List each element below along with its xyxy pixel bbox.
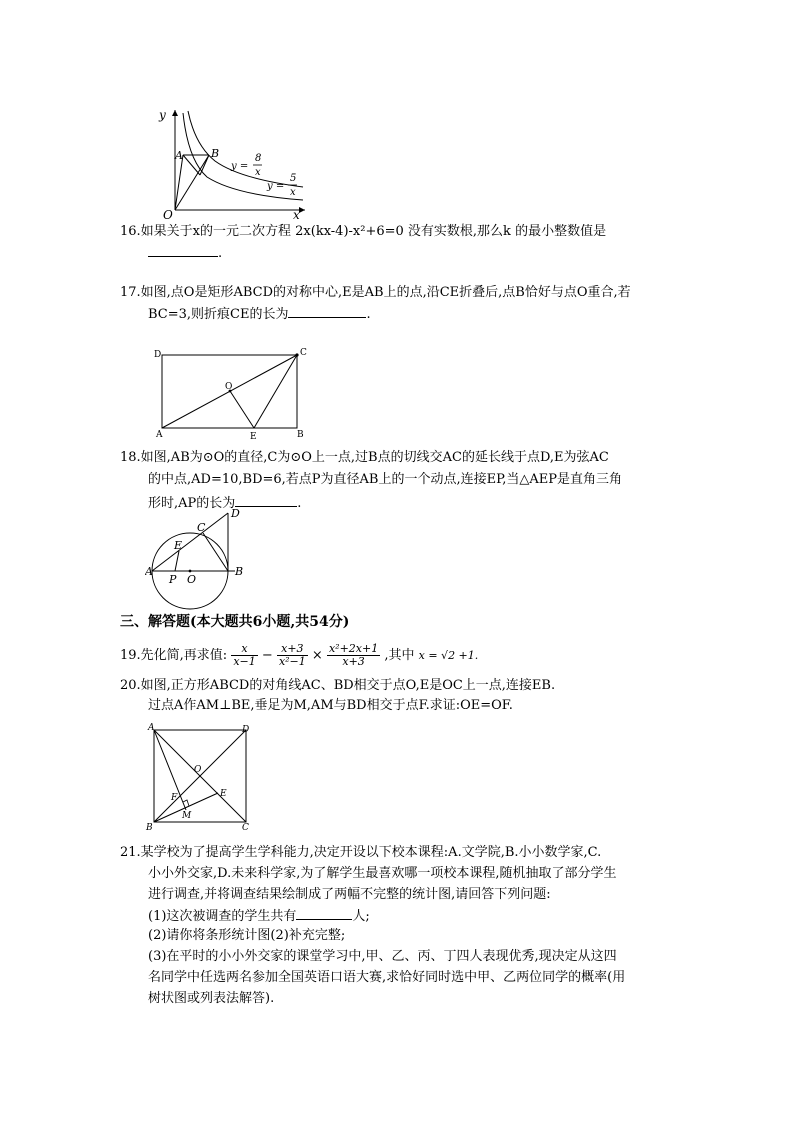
circle-tangent-figure — [145, 505, 255, 610]
label-a: A — [145, 565, 153, 578]
curve1-den: x — [255, 167, 261, 178]
label-p: P — [169, 573, 177, 586]
question-16 — [120, 224, 606, 240]
rectangle-fold-figure — [150, 345, 315, 445]
label-c: C — [197, 521, 206, 534]
label-o: O — [194, 765, 202, 775]
label-e: E — [250, 432, 257, 442]
label-e: E — [220, 789, 227, 799]
question-21-sub3-line2: 名同学中任选两名参加全国英语口语大赛,求恰好同时选中甲、乙两位同学的概率(用 — [148, 970, 626, 985]
inverse-function-graph — [155, 105, 315, 220]
curve1-eq: y = — [231, 161, 249, 172]
q19-fraction-1: $\frac{x}{x-1}$ — [233, 642, 256, 668]
question-21-sub2: (2)请你将条形统计图(2)补充完整; — [148, 928, 346, 943]
label-c: C — [300, 348, 307, 358]
q16-answer-blank[interactable]: . — [148, 244, 222, 262]
origin-label: O — [163, 208, 173, 220]
question-17-line2: BC=3,则折痕CE的长为 . — [148, 307, 371, 322]
y-axis-label: y — [159, 108, 166, 122]
q19-value: x = √2 +1. — [418, 649, 479, 662]
q19-prefix: 19.先化简,再求值: — [120, 648, 228, 663]
q19-times: × — [311, 648, 323, 663]
question-20-line2: 过点A作AM⊥BE,垂足为M,AM与BD相交于点F.求证:OE=OF. — [148, 698, 513, 713]
label-b: B — [297, 430, 304, 440]
label-d: D — [154, 350, 162, 360]
label-d: D — [242, 725, 250, 735]
label-o: O — [187, 573, 197, 586]
q21-sub1-b: 人; — [352, 909, 370, 924]
x-axis-label: x — [293, 208, 300, 220]
q21-sub1-a: (1)这次被调查的学生共有 — [148, 909, 297, 924]
question-21-line1: 21.某学校为了提高学生学科能力,决定开设以下校本课程:A.文学院,B.小小数学家,C. — [120, 845, 602, 860]
question-20-line1: 20.如图,正方形ABCD的对角线AC、BD相交于点O,E是OC上一点,连接EB. — [120, 678, 556, 693]
label-m: M — [182, 811, 192, 821]
question-21-line2: 小小外交家,D.未来科学家,为了解学生最喜欢哪一项校本课程,随机抽取了部分学生 — [148, 866, 617, 881]
curve2-eq: y = — [267, 181, 285, 192]
label-a: A — [156, 430, 163, 440]
question-21-sub1 — [148, 907, 370, 925]
q17-line2-text: BC=3,则折痕CE的长为 — [148, 307, 289, 322]
curve2-den: x — [290, 187, 296, 198]
question-18-line2: 的中点,AD=10,BD=6,若点P为直径AB上的一个动点,连接EP,当△AEP是直角三角 — [148, 472, 622, 487]
label-d: D — [231, 507, 240, 520]
question-21-sub3-line1: (3)在平时的小小外交家的课堂学习中,甲、乙、丙、丁四人表现优秀,现决定从这四 — [148, 949, 617, 964]
square-diagonal-figure — [140, 720, 260, 835]
label-f: F — [171, 793, 178, 803]
label-a: A — [148, 723, 155, 733]
section-3-title: 三、解答题(本大题共6小题,共54分) — [120, 614, 350, 630]
q17-answer-blank[interactable] — [288, 305, 366, 318]
question-18-line3: 形时,AP的长为 . — [148, 496, 302, 511]
point-a-label: A — [175, 149, 183, 162]
q21-answer-blank[interactable] — [296, 907, 352, 920]
q16-text: 16.如果关于x的一元二次方程 2x(kx-4)-x²+6=0 没有实数根,那么k 的最小整数值是 — [120, 224, 607, 239]
q19-fraction-2: $\frac{x+3}{\text{x²−1}}$ — [278, 642, 306, 668]
q18-line3-text: 形时,AP的长为 — [148, 496, 236, 511]
label-b: B — [146, 823, 153, 833]
question-18-line1: 18.如图,AB为⊙O的直径,C为⊙O上一点,过B点的切线交AC的延长线于点D,E为弦AC — [120, 450, 609, 465]
q19-suffix: ,其中 — [384, 648, 415, 663]
question-17-line1: 17.如图,点O是矩形ABCD的对称中心,E是AB上的点,沿CE折叠后,点B恰好与点O重合,若 — [120, 285, 631, 300]
label-e: E — [174, 539, 183, 552]
question-19 — [120, 640, 478, 672]
curve1-num: 8 — [255, 153, 262, 164]
question-21-sub3-line3: 树状图或列表法解答). — [148, 991, 275, 1006]
point-b-label: B — [211, 147, 220, 160]
q19-minus: − — [261, 648, 273, 663]
question-21-line3: 进行调查,并将调查结果绘制成了两幅不完整的统计图,请回答下列问题: — [148, 887, 551, 902]
label-b: B — [235, 565, 244, 578]
q19-fraction-3: $\frac{\text{x²+2x+1}}{x+3}$ — [328, 642, 379, 668]
label-o: O — [225, 382, 233, 392]
label-c: C — [242, 823, 249, 833]
curve2-num: 5 — [290, 173, 297, 184]
